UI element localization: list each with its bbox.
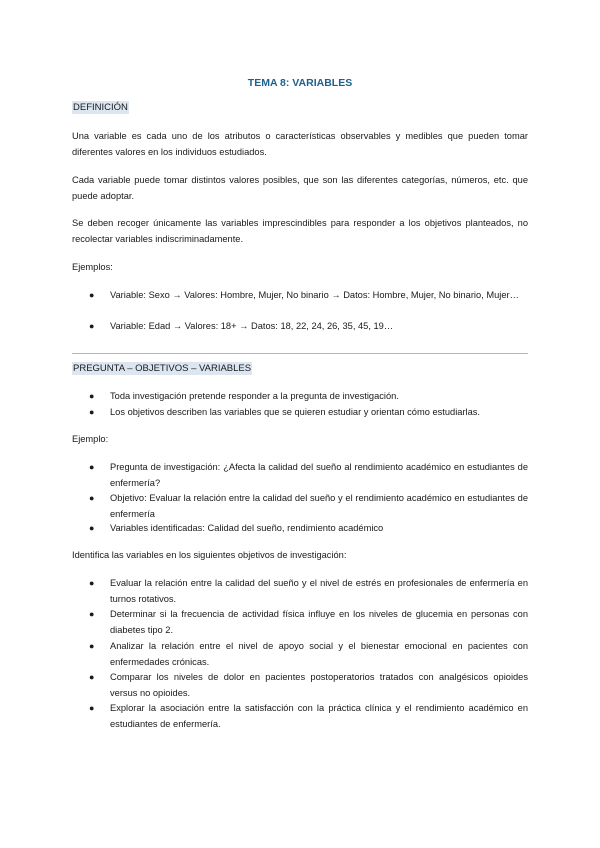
bullet-icon: ● (89, 493, 95, 503)
paragraph-definicion-2: Cada variable puede tomar distintos valores posibles, que son las diferentes categorías, números, etc. que puede adoptar. (72, 175, 528, 201)
paragraph-definicion-3: Se deben recoger únicamente las variables imprescindibles para responder a los objetivos planteados, no recolectar variables indiscriminadamente. (72, 218, 528, 244)
bullet-icon: ● (89, 462, 95, 472)
bullet-icon: ● (89, 609, 95, 619)
bullet-icon: ● (89, 672, 95, 682)
bullet-icon: ● (89, 391, 95, 401)
list-item-objetivo-3: Analizar la relación entre el nivel de apoyo social y el bienestar emocional en pacientes con enfermedades crónicas. (110, 641, 528, 667)
bullet-icon: ● (89, 290, 95, 300)
ejemplos-label: Ejemplos: (72, 262, 113, 272)
list-item-objetivo-4: Comparar los niveles de dolor en pacientes postoperatorios tratados con analgésicos opioides versus no opioides. (110, 672, 528, 698)
page-title: TEMA 8: VARIABLES (247, 77, 353, 89)
horizontal-divider (72, 353, 528, 354)
bullet-icon: ● (89, 523, 95, 533)
bullet-icon: ● (89, 578, 95, 588)
list-item-objetivo-1: Evaluar la relación entre la calidad del sueño y el nivel de estrés en profesionales de enfermería en turnos rotativos. (110, 578, 528, 604)
identifica-label: Identifica las variables en los siguientes objetivos de investigación: (72, 550, 347, 560)
list-item-ejemplo-objetivo: Objetivo: Evaluar la relación entre la calidad del sueño y el rendimiento académico en estudiantes de enfermería (110, 493, 528, 519)
list-item-ejemplo-2: Variable: Edad → Valores: 18+ → Datos: 18, 22, 24, 26, 35, 45, 19… (110, 321, 394, 331)
ejemplo-label: Ejemplo: (72, 434, 109, 444)
list-item-pregunta-2: Los objetivos describen las variables que se quieren estudiar y orientan cómo estudiarlas. (110, 407, 481, 417)
bullet-icon: ● (89, 703, 95, 713)
list-item-ejemplo-pregunta: Pregunta de investigación: ¿Afecta la calidad del sueño al rendimiento académico en estudiantes de enfermería? (110, 462, 528, 488)
list-item-ejemplo-1: Variable: Sexo → Valores: Hombre, Mujer, No binario → Datos: Hombre, Mujer, No binario, Mujer… (110, 290, 519, 300)
bullet-icon: ● (89, 407, 95, 417)
list-item-pregunta-1: Toda investigación pretende responder a la pregunta de investigación. (110, 391, 399, 401)
section-heading-definicion: DEFINICIÓN (73, 102, 128, 113)
list-item-ejemplo-variables: Variables identificadas: Calidad del sueño, rendimiento académico (110, 523, 384, 533)
bullet-icon: ● (89, 321, 95, 331)
bullet-icon: ● (89, 641, 95, 651)
paragraph-definicion-1: Una variable es cada uno de los atributos o características observables y medibles que pueden tomar diferentes valores en los individuos estudiados. (72, 131, 528, 157)
list-item-objetivo-2: Determinar si la frecuencia de actividad física influye en los niveles de glucemia en personas con diabetes tipo 2. (110, 609, 528, 635)
section-heading-pregunta-objetivos-variables: PREGUNTA – OBJETIVOS – VARIABLES (73, 363, 252, 374)
list-item-objetivo-5: Explorar la asociación entre la satisfacción con la práctica clínica y el rendimiento académico en estudiantes de enfermería. (110, 703, 528, 729)
